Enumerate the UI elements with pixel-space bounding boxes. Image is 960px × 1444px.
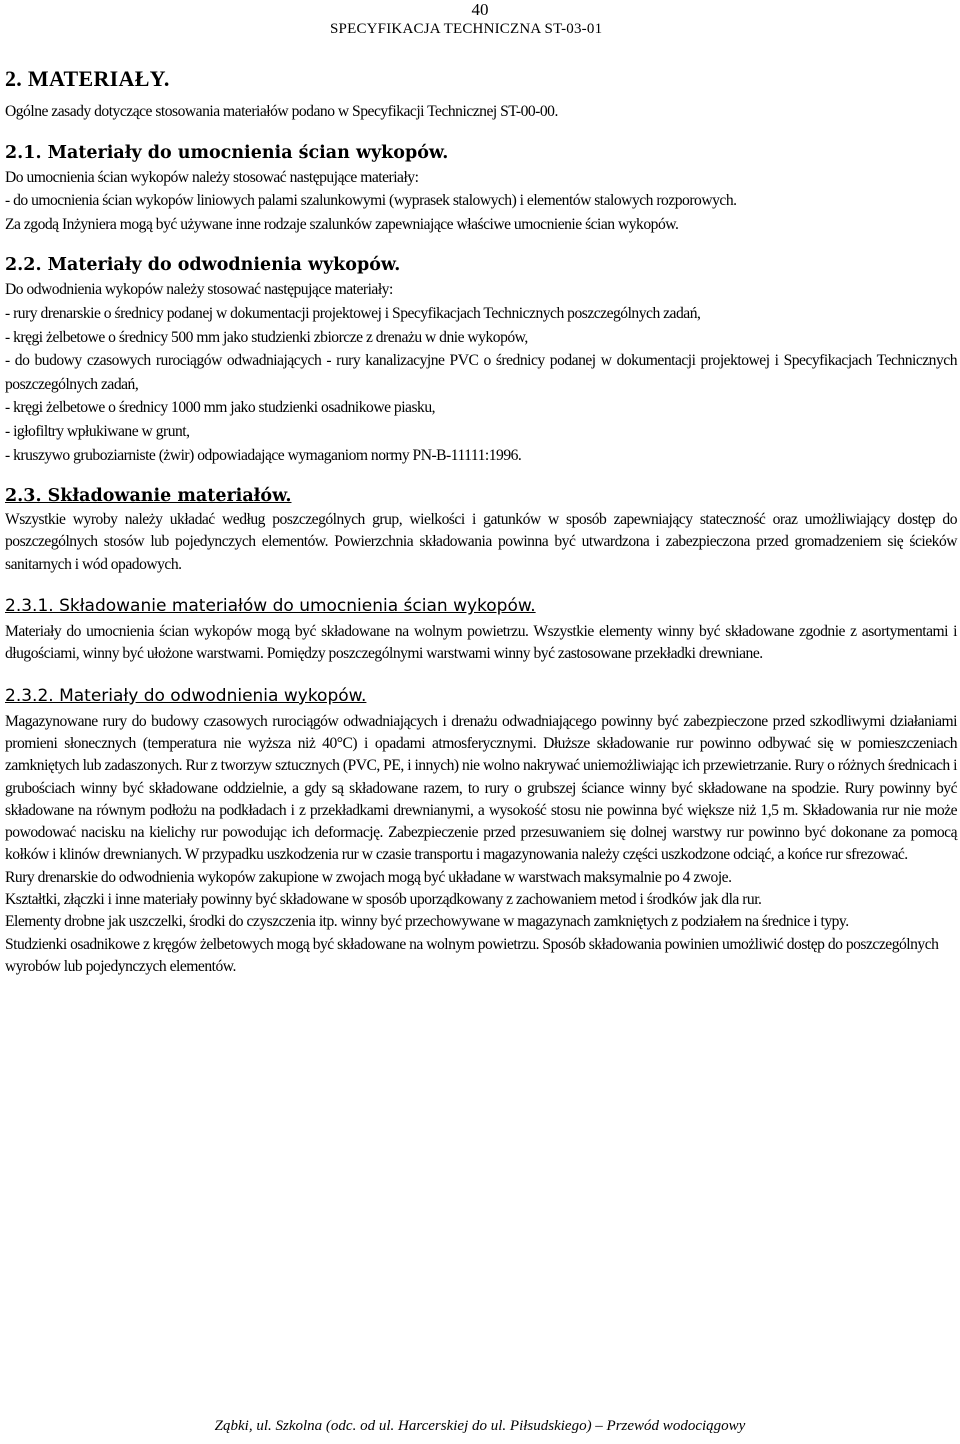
subsection-2-3-2-paragraph: Studzienki osadnikowe z kręgów żelbetowych mogą być składowane na wolnym powietrzu. Sposób składowania powinien umożliwić dostęp do poszczególnych wyrobów lub pojedynczych elementów. [5, 935, 939, 975]
subsection-2-2-line: - kręgi żelbetowe o średnicy 500 mm jako studzienki zbiorcze z drenażu w dnie wykopów, [5, 328, 528, 346]
subsection-2-1-line: Do umocnienia ścian wykopów należy stosować następujące materiały: [5, 168, 419, 186]
subsection-2-3-2-paragraph: Kształtki, złączki i inne materiały powinny być składowane w sposób uporządkowany z zachowaniem metod i środków jak dla rur. [5, 890, 762, 908]
subsection-title-2-1: 2.1. Materiały do umocnienia ścian wykopów. [5, 142, 449, 163]
subsection-2-3-2-paragraph: Rury drenarskie do odwodnienia wykopów zakupione w zwojach mogą być układane w warstwach maksymalnie po 4 zwoje. [5, 868, 732, 886]
subsection-2-2-line: - igłofiltry wpłukiwane w grunt, [5, 422, 190, 440]
subsection-2-2-line: - kruszywo gruboziarniste (żwir) odpowiadające wymaganiom normy PN-B-11111:1996. [5, 446, 522, 464]
document-body [5, 66, 957, 978]
section-intro: Ogólne zasady dotyczące stosowania materiałów podano w Specyfikacji Technicznej ST-00-00. [5, 103, 558, 120]
subsection-2-3-text: Wszystkie wyroby należy układać według poszczególnych grup, wielkości i gatunków w sposób zapewniający stateczność oraz umożliwiający dostęp do poszczególnych stosów lub pojedynczych elementów. Powierzchnia składowania powinna być utwardzona i zabezpieczona przed gromadzeniem się ścieków sanitarnych i wód opadowych. [5, 511, 957, 573]
subsection-2-1-line: - do umocnienia ścian wykopów liniowych palami szalunkowymi (wyprasek stalowych) i elementów stalowych rozporowych. [5, 192, 737, 210]
subsection-title-2-3-1 [5, 594, 957, 617]
page-footer: Ząbki, ul. Szkolna (odc. od ul. Harcerskiej do ul. Piłsudskiego) – Przewód wodociągowy [214, 1418, 746, 1434]
subsection-2-2-line: - kręgi żelbetowe o średnicy 1000 mm jako studzienki osadnikowe piasku, [5, 399, 436, 417]
section-title-materials: 2. MATERIAŁY. [5, 66, 170, 91]
subsection-2-2-line: - do budowy czasowych rurociągów odwadniających - rury kanalizacyjne PVC o średnicy podanej w dokumentacji projektowej i Specyfikacjach Technicznych poszczególnych zadań, [5, 352, 957, 393]
subsection-title-2-3-2 [5, 684, 957, 707]
subsection-2-3-1-text: Materiały do umocnienia ścian wykopów mogą być składowane na wolnym powietrzu. Wszystkie elementy winny być składowane zgodnie z asortymentami i długościami, winny być ułożone warstwami. Pomiędzy poszczególnymi warstwami winny być zastosowane przekładki drewniane. [5, 623, 957, 663]
page-number: 40 [471, 0, 489, 19]
subsection-title-2-2: 2.2. Materiały do odwodnienia wykopów. [5, 255, 401, 276]
subsection-title-2-3: 2.3. Składowanie materiałów. [5, 486, 292, 507]
subsection-2-1-line: Za zgodą Inżyniera mogą być używane inne rodzaje szalunków zapewniające właściwe umocnienie ścian wykopów. [5, 215, 679, 233]
subsection-title-2-3-1-text: 2.3.1. Składowanie materiałów do umocnienia ścian wykopów. [5, 596, 536, 617]
subsection-2-2-line: - rury drenarskie o średnicy podanej w dokumentacji projektowej i Specyfikacjach Technicznych poszczególnych zadań, [5, 304, 701, 322]
spec-code: SPECYFIKACJA TECHNICZNA ST-03-01 [330, 21, 603, 37]
subsection-2-3-2-paragraph: Magazynowane rury do budowy czasowych rurociągów odwadniających i drenażu odwadniającego powinny być zabezpieczone przed szkodliwymi działaniami promieni słonecznych (temperatura nie wyższa niż 40°C) i opadami atmosferycznymi. Dłuższe składowanie rur powinno odbywać się w pomieszczeniach zamkniętych lub zadaszonych. Rur z tworzyw sztucznych (PVC, PE, i innych) nie wolno nakrywać uniemożliwiając ich przewietrzanie. Rury o różnych średnicach i grubościach winny być składowane oddzielnie, a gdy są składowane razem, to rury o grubszej ściance winny być składowane na spodzie. Rury powinny być składowane na równym podłożu na podkładach i z przekładkami drewnianymi, a wysokość stosu nie powinna być większe niż 1,5 m. Składowania rur nie może powodować nacisku na kielichy rur powodując ich deformację. Zabezpieczenie przed przesuwaniem się dolnej warstwy rur powinno być dokonane za pomocą kołków i klinów drewnianych. W przypadku uszkodzenia rur w czasie transportu i magazynowania należy części uszkodzone odciąć, a końce rur sfrezować. [5, 712, 957, 864]
subsection-title-2-3-2-text: 2.3.2. Materiały do odwodnienia wykopów. [5, 685, 367, 706]
subsection-2-3-2-paragraph: Elementy drobne jak uszczelki, środki do czyszczenia itp. winny być przechowywane w magazynach zamkniętych z podziałem na średnice i typy. [5, 913, 849, 931]
subsection-2-2-line: Do odwodnienia wykopów należy stosować następujące materiały: [5, 281, 393, 299]
